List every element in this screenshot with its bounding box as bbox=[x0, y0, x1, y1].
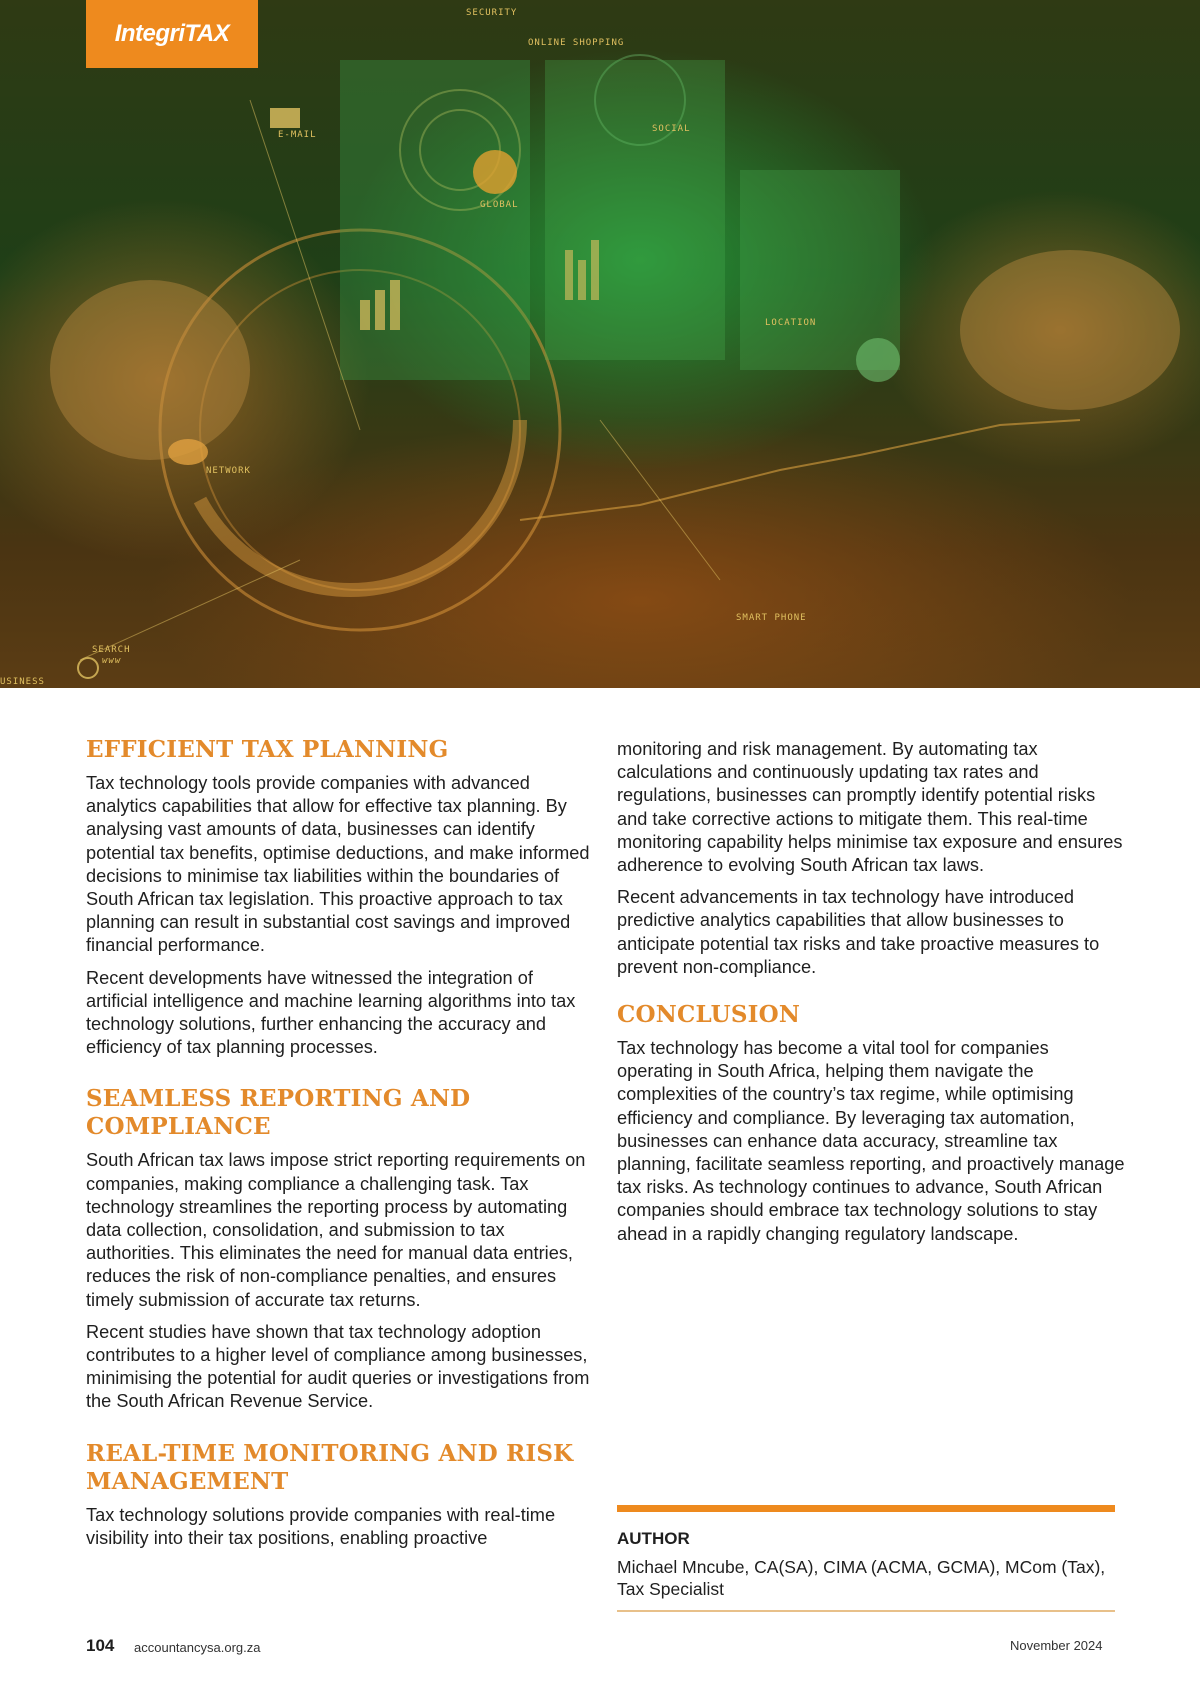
hero-label-www: www bbox=[102, 656, 122, 666]
hero-cloud bbox=[168, 439, 208, 465]
hero-bar-1 bbox=[360, 300, 370, 330]
hero-label-online-shopping: ONLINE SHOPPING bbox=[528, 38, 625, 48]
hero-bar-5 bbox=[578, 260, 586, 300]
heading-real-time-monitoring: REAL-TIME MONITORING AND RISK MANAGEMENT bbox=[86, 1439, 574, 1495]
paragraph: Tax technology has become a vital tool for companies operating in South Africa, helping them navigate the complexities of the country’s tax regime, while optimising efficiency and compliance. By leveraging tax automation, businesses can enhance data accuracy, streamline tax planning, facilitate seamless reporting, and proactively manage tax risks. As technology continues to advance, South African companies should embrace tax technology solutions to stay ahead in a rapidly changing regulatory landscape. bbox=[617, 1038, 1125, 1244]
article-column-right bbox=[617, 738, 1125, 1255]
brand-logo-text: IntegriTAX bbox=[114, 20, 230, 47]
hero-label-global: GLOBAL bbox=[480, 200, 519, 210]
hero-label-security: SECURITY bbox=[466, 8, 518, 18]
hero-search-circle bbox=[78, 658, 98, 678]
author-divider bbox=[617, 1610, 1115, 1612]
hero-arc-1 bbox=[200, 420, 520, 590]
paragraph: Recent developments have witnessed the integration of artificial intelligence and machine learning algorithms into tax technology solutions, further enhancing the accuracy and efficiency of tax planning processes. bbox=[86, 967, 576, 1058]
heading-efficient-tax-planning: EFFICIENT TAX PLANNING bbox=[86, 736, 449, 763]
author-title: AUTHOR bbox=[617, 1529, 690, 1548]
paragraph: Recent advancements in tax technology have introduced predictive analytics capabilities that allow businesses to anticipate potential tax risks and take proactive measures to prevent non-compliance. bbox=[617, 887, 1100, 977]
hero-envelope bbox=[270, 108, 300, 128]
hero-panel-2 bbox=[545, 60, 725, 360]
paragraph: monitoring and risk management. By automating tax calculations and continuously updating tax rates and regulations, businesses can promptly identify potential risks and take corrective actions to mitigate them. This real-time monitoring capability helps minimise tax exposure and ensures adherence to evolving South African tax laws. bbox=[617, 739, 1123, 876]
hero-label-business: USINESS bbox=[0, 677, 45, 687]
hero-label-network: NETWORK bbox=[206, 466, 251, 476]
hero-hand-left bbox=[50, 280, 250, 460]
paragraph: South African tax laws impose strict reporting requirements on companies, making compliance a challenging task. Tax technology streamlines the reporting process by automating data collection, consolidation, and submission to tax authorities. This eliminates the need for manual data entries, reduces the risk of non-compliance penalties, and ensures timely submission of accurate tax returns. bbox=[86, 1150, 586, 1310]
hero-hand-right bbox=[960, 250, 1180, 410]
hero-bar-2 bbox=[375, 290, 385, 330]
paragraph: Recent studies have shown that tax technology adoption contributes to a higher level of compliance among businesses, minimising the potential for audit queries or investigations from the South African Revenue Service. bbox=[86, 1321, 590, 1412]
hero-panel-1 bbox=[340, 60, 530, 380]
footer-website: accountancysa.org.za bbox=[134, 1640, 261, 1655]
hero-trend-line bbox=[520, 420, 1080, 520]
heading-seamless-reporting: SEAMLESS REPORTING AND COMPLIANCE bbox=[86, 1085, 471, 1141]
paragraph: Tax technology tools provide companies with advanced analytics capabilities that allow for effective tax planning. By analysing vast amounts of data, businesses can identify potential tax benefits, optimise deductions, and make informed decisions to minimise tax liabilities within the boundaries of South African tax legislation. This proactive approach to tax planning can result in substantial cost savings and improved financial performance. bbox=[86, 773, 590, 956]
hero-label-search: SEARCH bbox=[92, 645, 131, 655]
hero-label-social: SOCIAL bbox=[652, 124, 691, 134]
hero-globe-2 bbox=[856, 338, 900, 382]
hero-bar-6 bbox=[591, 240, 599, 300]
author-accent-bar bbox=[617, 1505, 1115, 1512]
article-column-left bbox=[86, 736, 594, 1559]
hero-label-smart-phone: SMART PHONE bbox=[736, 613, 807, 623]
hero-globe-1 bbox=[473, 150, 517, 194]
author-credentials: Michael Mncube, CA(SA), CIMA (ACMA, GCMA), MCom (Tax), Tax Specialist bbox=[617, 1557, 1106, 1599]
hero-label-email: E-MAIL bbox=[278, 130, 317, 140]
brand-logo bbox=[86, 0, 258, 68]
hero-line-2 bbox=[600, 420, 720, 580]
hero-bar-3 bbox=[390, 280, 400, 330]
paragraph: Tax technology solutions provide companies with real-time visibility into their tax positions, enabling proactive bbox=[86, 1504, 556, 1548]
page-number: 104 bbox=[86, 1636, 115, 1655]
hero-graphics bbox=[0, 0, 1200, 688]
heading-conclusion: CONCLUSION bbox=[617, 1001, 801, 1029]
hero-image bbox=[0, 0, 1200, 688]
hero-bar-4 bbox=[565, 250, 573, 300]
footer-date: November 2024 bbox=[1010, 1638, 1103, 1653]
hero-label-location: LOCATION bbox=[765, 318, 817, 328]
